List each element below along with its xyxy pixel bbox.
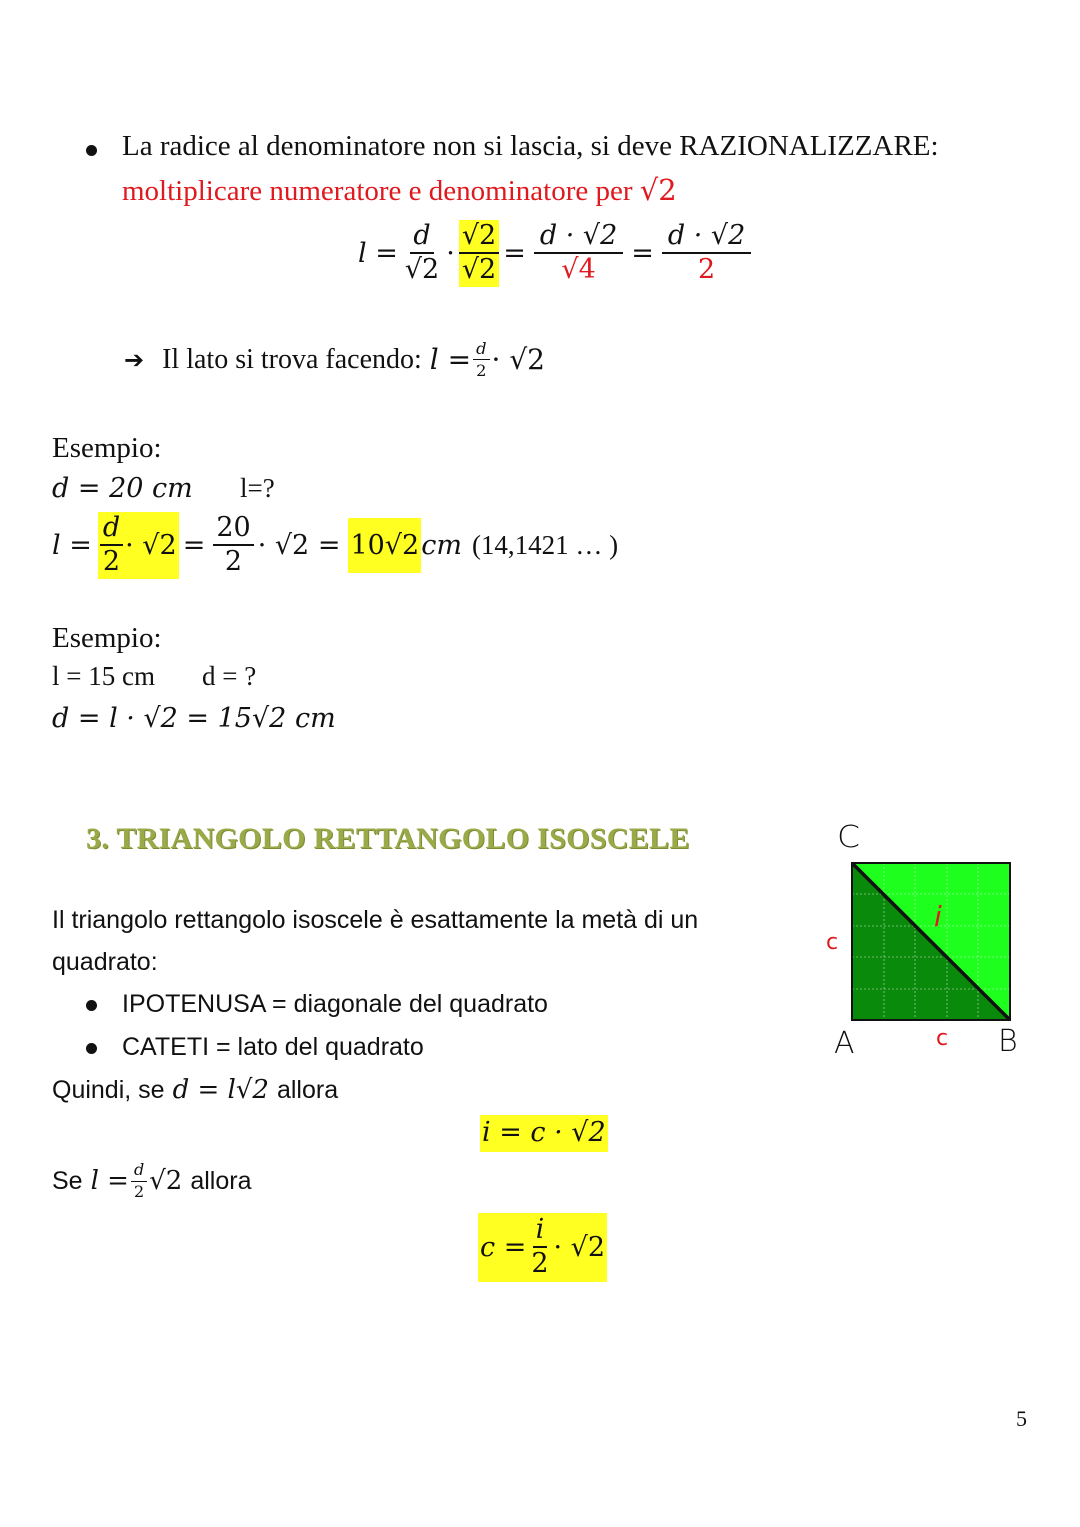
bullet-point <box>86 145 97 156</box>
rationalization-formula <box>358 220 759 287</box>
bullet-cateti: CATETI = lato del quadrato <box>122 1033 424 1061</box>
arrow-text: Il lato si trova facendo: <box>162 343 422 375</box>
fraction-d-sqrt2-over-2 <box>662 222 751 285</box>
label-C: C <box>836 820 861 855</box>
fraction-numerator: 20 <box>213 514 253 546</box>
section-title: 3. TRIANGOLO RETTANGOLO ISOSCELE <box>86 822 690 855</box>
fraction-denominator: √2 <box>461 254 497 286</box>
example1-given: d = 20 cm <box>52 473 193 504</box>
arrow-icon: ➔ <box>124 345 145 374</box>
formula-c-fraction <box>528 1216 551 1279</box>
fraction-d-sqrt2-over-sqrt4 <box>534 222 623 285</box>
equals-sign: = <box>182 529 206 561</box>
intro-line-1: Il triangolo rettangolo isoscele è esattamente la metà di un <box>52 906 699 934</box>
bullet-point <box>86 1043 97 1054</box>
fraction-denominator: √4 <box>561 254 596 286</box>
label-c-bottom: c <box>936 1026 949 1051</box>
fraction-d-sqrt2 <box>402 222 442 285</box>
fraction-denominator: 2 <box>134 1181 145 1201</box>
fraction-denominator: 2 <box>102 546 121 578</box>
example1-label: Esempio: <box>52 432 162 464</box>
fraction-numerator: i <box>533 1216 548 1248</box>
result-highlighted: 10√2 <box>348 518 421 573</box>
dot-operator: · <box>446 237 455 269</box>
times-sqrt2: · √2 <box>125 529 177 561</box>
fraction-numerator: d <box>410 222 433 254</box>
arrow-line <box>124 340 545 379</box>
fraction-denominator: 2 <box>531 1248 549 1280</box>
label-i: i <box>934 900 942 933</box>
fraction-numerator: d <box>100 514 123 546</box>
fraction-numerator: d <box>473 340 489 360</box>
fraction-denominator: √2 <box>404 254 440 286</box>
fraction-numerator: d · √2 <box>534 222 623 254</box>
arrow-formula-fraction <box>473 340 489 379</box>
example1-unknown: l=? <box>240 473 275 503</box>
approx-value: (14,1421 … ) <box>471 529 619 560</box>
times-sqrt2-equals: · √2 = <box>257 529 341 561</box>
example2-formula: d = l · √2 = 15√2 cm <box>52 703 336 734</box>
formula-lhs: l = <box>358 237 398 269</box>
fraction-numerator: √2 <box>459 222 499 254</box>
formula-c-highlighted <box>478 1213 607 1282</box>
se-prefix: Se <box>52 1166 83 1195</box>
fraction-denominator: 2 <box>476 361 487 381</box>
red-instruction <box>122 173 677 208</box>
quindi-formula: d = l√2 <box>172 1075 269 1105</box>
quindi-prefix: Quindi, se <box>52 1075 165 1104</box>
razionalizzare-text: La radice al denominatore non si lascia, si deve RAZIONALIZZARE: <box>122 130 939 162</box>
example2-label: Esempio: <box>52 622 162 654</box>
square-diagram <box>820 820 1050 1070</box>
fraction-d-over-2 <box>100 514 123 577</box>
example1-formula <box>52 512 618 579</box>
label-B: B <box>998 1024 1018 1059</box>
arrow-formula-lhs: l = <box>429 343 472 377</box>
example2-given: l = 15 cm <box>52 661 155 691</box>
formula-i-highlighted: i = c · √2 <box>480 1115 608 1152</box>
fraction-numerator: d <box>131 1162 147 1182</box>
fraction-denominator: 2 <box>224 546 243 578</box>
se-suffix: allora <box>190 1166 252 1195</box>
label-A: A <box>834 1026 855 1061</box>
bullet-ipotenusa: IPOTENUSA = diagonale del quadrato <box>122 990 548 1018</box>
formula-c-tail: · √2 <box>553 1231 606 1263</box>
quindi-line <box>52 1075 338 1105</box>
equals-sign: = <box>503 237 526 269</box>
intro-line-2: quadrato: <box>52 948 158 976</box>
label-c-left: c <box>826 930 839 955</box>
fraction-20-over-2 <box>213 514 253 577</box>
red-sqrt2: √2 <box>639 173 677 207</box>
page-number: 5 <box>1016 1406 1027 1431</box>
fraction-denominator: 2 <box>698 254 716 286</box>
quindi-suffix: allora <box>276 1075 339 1104</box>
formula-c-lhs: c = <box>480 1231 527 1263</box>
se-fraction <box>131 1162 147 1201</box>
red-instruction-text: moltiplicare numeratore e denominatore per <box>122 175 633 207</box>
bullet-point <box>86 1000 97 1011</box>
fraction-numerator: d · √2 <box>662 222 751 254</box>
formula-lhs: l = <box>52 529 92 561</box>
fraction-sqrt2-sqrt2-highlighted <box>459 220 499 287</box>
arrow-formula-tail: · √2 <box>491 343 545 377</box>
example2-unknown: d = ? <box>202 661 257 691</box>
highlight-d-over-2-sqrt2 <box>98 512 179 579</box>
se-lhs: l = <box>90 1166 129 1197</box>
se-tail: √2 <box>149 1166 183 1197</box>
result-unit: cm <box>421 529 462 561</box>
se-line <box>52 1162 251 1201</box>
equals-sign: = <box>631 237 654 269</box>
